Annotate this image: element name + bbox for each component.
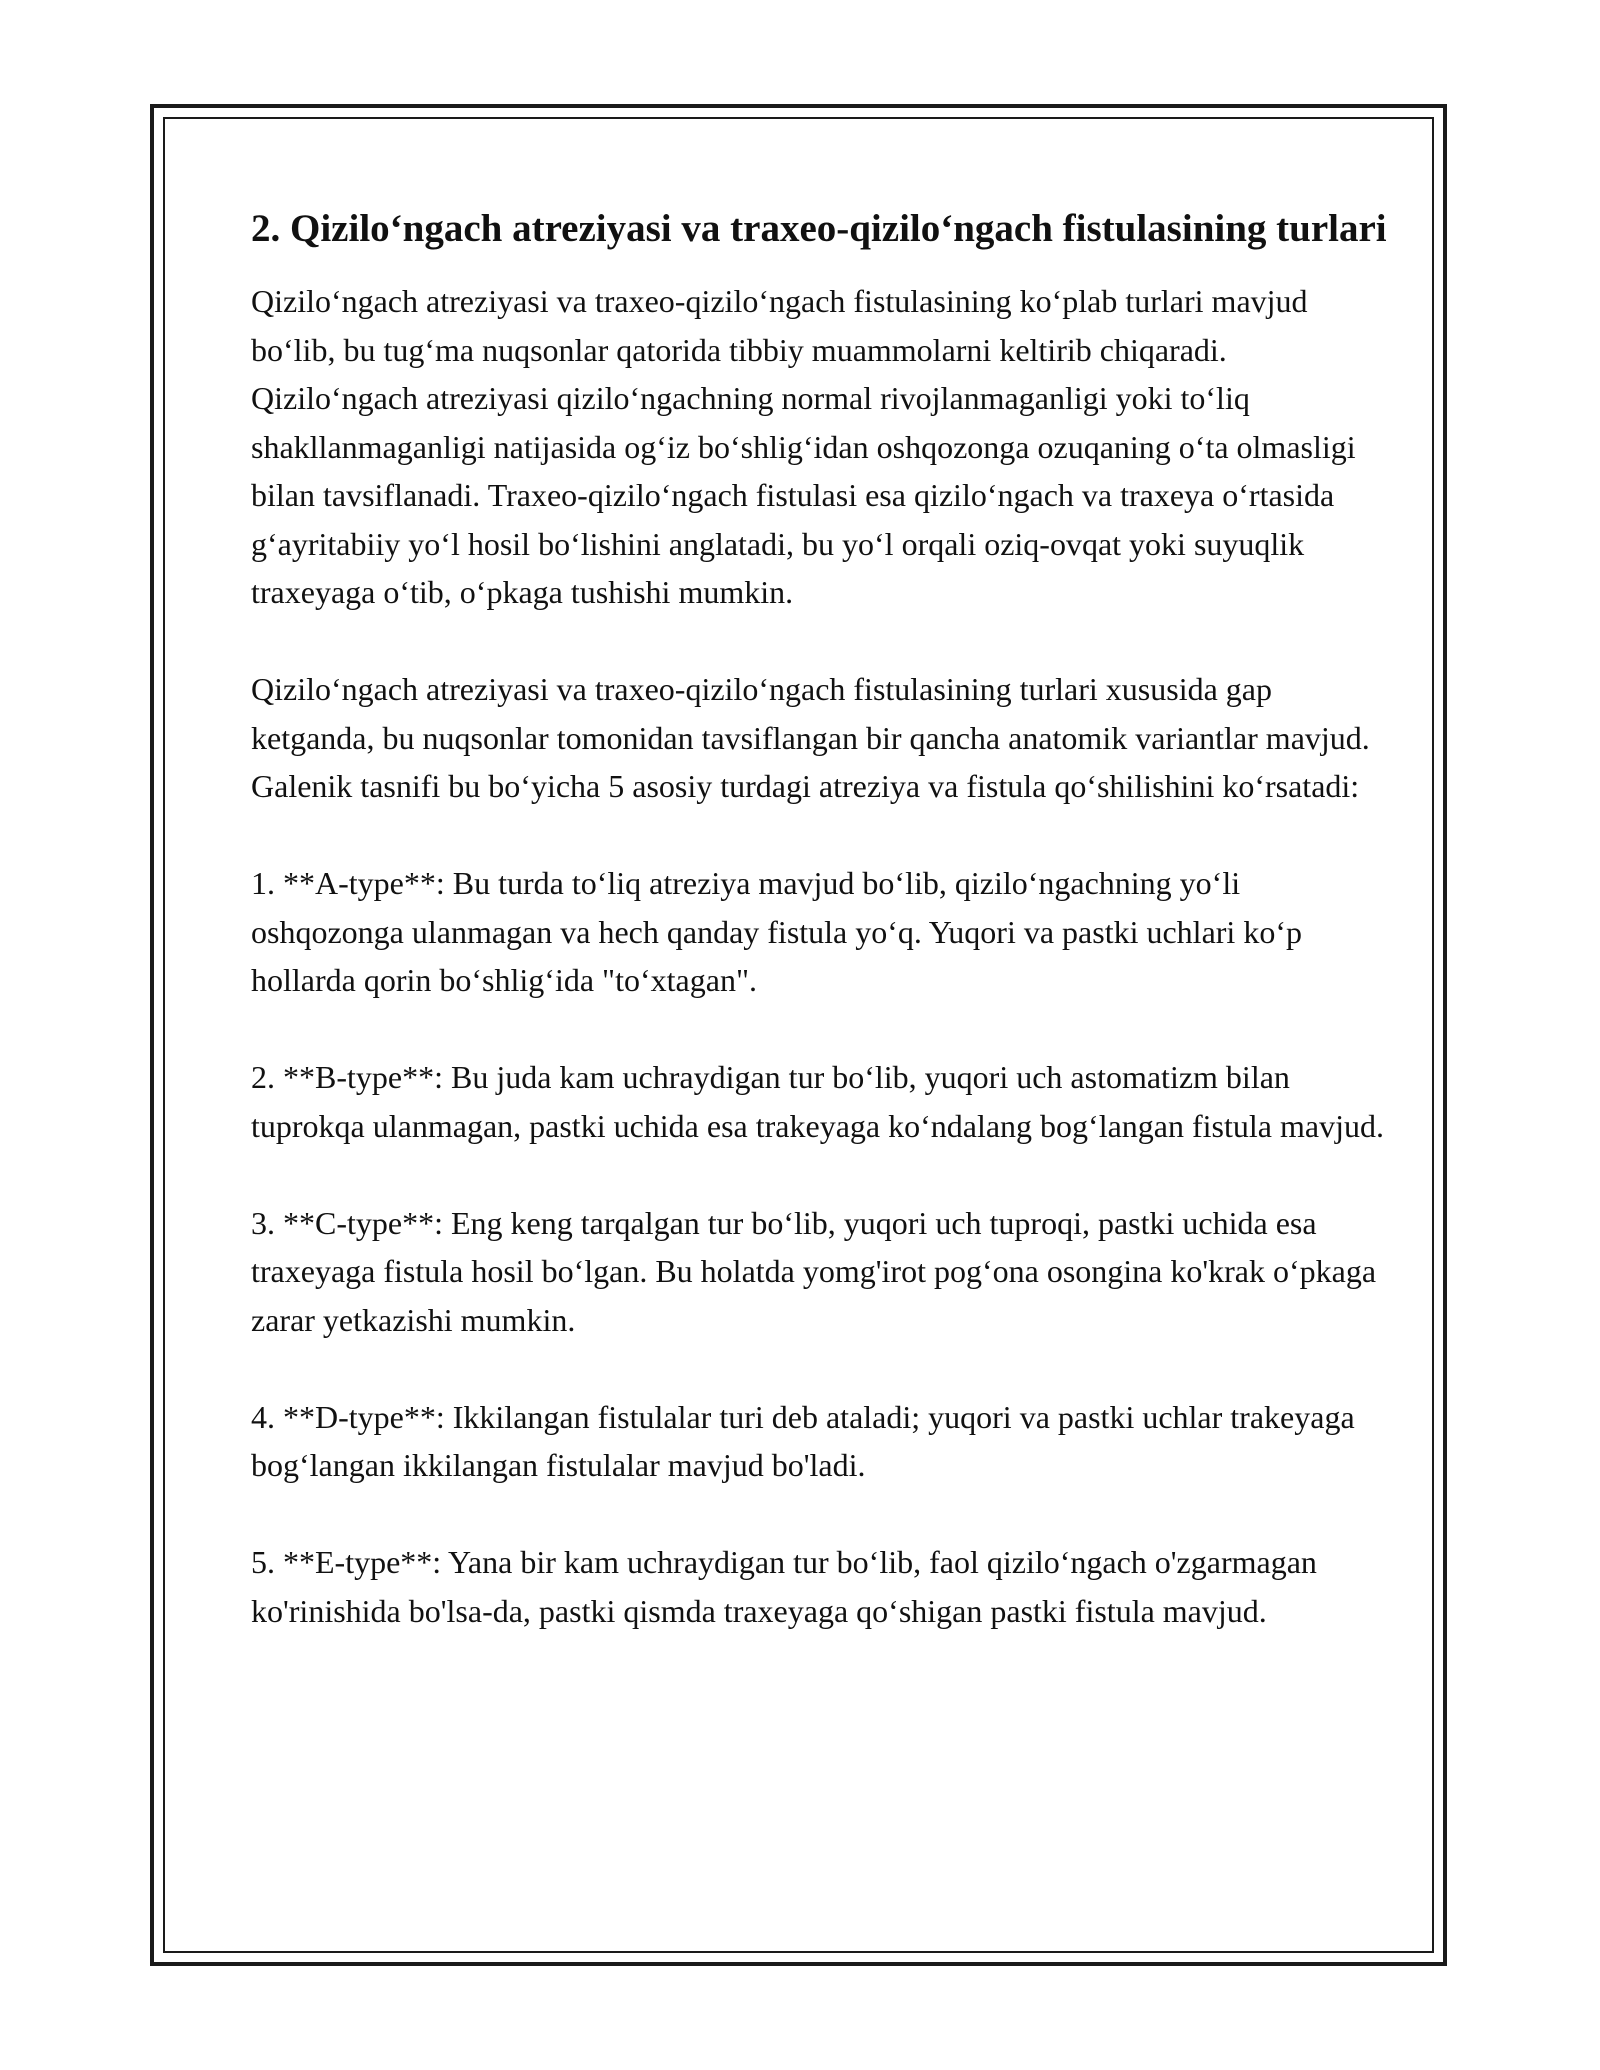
page-border-outer — [150, 104, 1447, 1966]
spacer — [251, 1150, 1391, 1199]
list-item-a-type: 1. **A-type**: Bu turda to‘liq atreziya mavjud bo‘lib, qizilo‘ngachning yo‘li oshqozonga ulanmagan va hech qanday fistula yo‘q. Yuqori va pastki uchlari ko‘p hollarda qorin bo‘shlig‘ida "to‘xtagan". — [251, 865, 1302, 998]
section-heading: 2. Qizilo‘ngach atreziyasi va traxeo-qizilo‘ngach fistulasining turlari — [251, 207, 1387, 250]
list-item-c-type: 3. **C-type**: Eng keng tarqalgan tur bo‘lib, yuqori uch tuproqi, pastki uchida esa traxeyaga fistula hosil bo‘lgan. Bu holatda yomg'irot pog‘ona osongina ko'krak o‘pkaga zarar yetkazishi mumkin. — [251, 1204, 1377, 1338]
spacer — [251, 1490, 1391, 1539]
page-border-inner — [163, 117, 1434, 1953]
list-item-e-type: 5. **E-type**: Yana bir kam uchraydigan tur bo‘lib, faol qizilo‘ngach o'zgarmagan ko'rinishida bo'lsa-da, pastki qismda traxeyaga qo‘shigan pastki fistula mavjud. — [251, 1544, 1317, 1629]
list-item-b-type: 2. **B-type**: Bu juda kam uchraydigan tur bo‘lib, yuqori uch astomatizm bilan tuprokqa ulanmagan, pastki uchida esa trakeyaga ko‘ndalang bog‘langan fistula mavjud. — [251, 1059, 1384, 1144]
paragraph-classification: Qizilo‘ngach atreziyasi va traxeo-qizilo‘ngach fistulasining turlari xususida gap ketganda, bu nuqsonlar tomonidan tavsiflangan bir qancha anatomik variantlar mavjud. Galenik tasnifi bu bo‘yicha 5 asosiy turdagi atreziya va fistula qo‘shilishini ko‘rsatadi: — [251, 671, 1370, 804]
paragraph-intro: Qizilo‘ngach atreziyasi va traxeo-qizilo‘ngach fistulasining ko‘plab turlari mavjud bo‘lib, bu tug‘ma nuqsonlar qatorida tibbiy muammolarni keltirib chiqaradi. Qizilo‘ngach atreziyasi qizilo‘ngachning normal rivojlanmaganligi yoki to‘liq shakllanmaganligi natijasida og‘iz bo‘shlig‘idan oshqozonga ozuqaning o‘ta olmasligi bilan tavsiflanadi. Traxeo-qizilo‘ngach fistulasi esa qizilo‘ngach va traxeya o‘rtasida g‘ayritabiiy yo‘l hosil bo‘lishini anglatadi, bu yo‘l orqali oziq-ovqat yoki suyuqlik traxeyaga o‘tib, o‘pkaga tushishi mumkin. — [251, 283, 1356, 610]
spacer — [251, 617, 1391, 666]
list-item-d-type: 4. **D-type**: Ikkilangan fistulalar turi deb ataladi; yuqori va pastki uchlar trakeyaga bog‘langan ikkilangan fistulalar mavjud bo'ladi. — [251, 1398, 1355, 1483]
spacer — [251, 1005, 1391, 1054]
spacer — [251, 256, 1391, 277]
spacer — [251, 1344, 1391, 1393]
document-content — [251, 201, 1391, 1635]
spacer — [251, 811, 1391, 860]
